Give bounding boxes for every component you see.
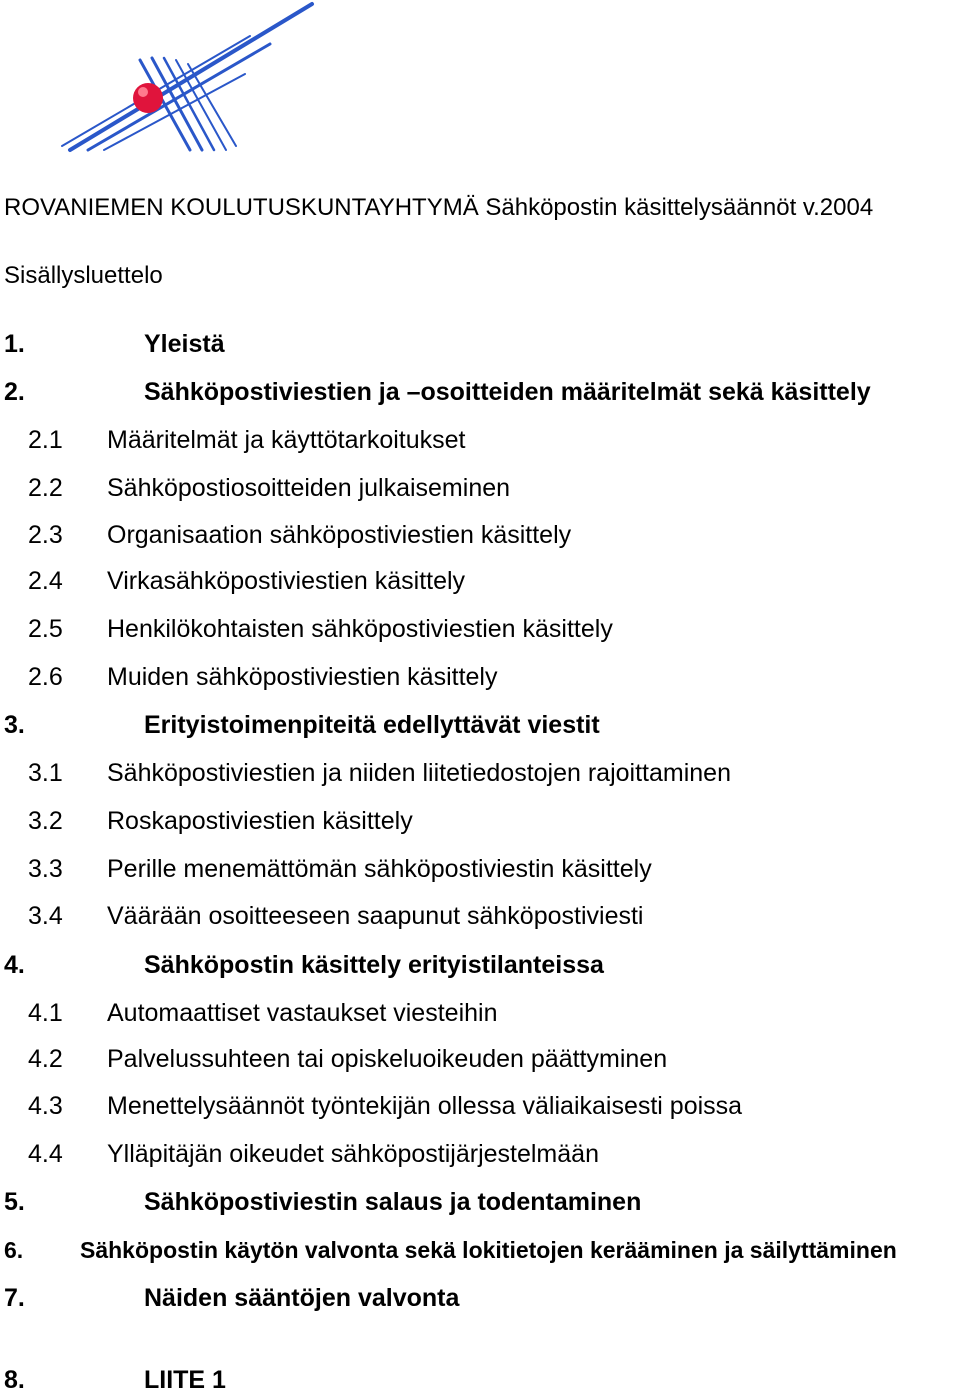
- toc-entry-text: Määritelmät ja käyttötarkoitukset: [107, 426, 466, 454]
- toc-entry-number: 4.4: [28, 1140, 63, 1168]
- toc-entry: [28, 662, 960, 692]
- toc-entry: [4, 710, 954, 740]
- toc-entry-text: Sähköpostin käsittely erityistilanteissa: [144, 951, 604, 979]
- toc-entry-text: Henkilökohtaisten sähköpostiviestien käsittely: [107, 615, 613, 643]
- toc-entry-text: LIITE 1: [144, 1366, 226, 1394]
- toc-entry-text: Yleistä: [144, 330, 225, 358]
- toc-entry-number: 8.: [4, 1366, 25, 1394]
- document-title: ROVANIEMEN KOULUTUSKUNTAYHTYMÄ Sähköpostin käsittelysäännöt v.2004: [4, 194, 874, 221]
- toc-entry: [28, 425, 960, 455]
- toc-entry-text: Sähköpostiviestin salaus ja todentaminen: [144, 1188, 642, 1216]
- toc-entry: [28, 1044, 960, 1074]
- toc-entry-number: 3.: [4, 711, 25, 739]
- toc-entry-text: Ylläpitäjän oikeudet sähköpostijärjestelmään: [107, 1140, 599, 1168]
- toc-entry: [28, 901, 960, 931]
- toc-entry-number: 7.: [4, 1284, 25, 1312]
- toc-entry-number: 2.3: [28, 521, 63, 549]
- toc-entry-number: 4.3: [28, 1092, 63, 1120]
- toc-entry: [4, 1235, 954, 1265]
- toc-entry: [28, 473, 960, 503]
- toc-entry-text: Sähköpostiosoitteiden julkaiseminen: [107, 474, 511, 502]
- toc-entry-text: Roskapostiviestien käsittely: [107, 807, 413, 835]
- toc-entry: [4, 950, 954, 980]
- toc-entry-number: 1.: [4, 330, 25, 358]
- toc-entry-text: Muiden sähköpostiviestien käsittely: [107, 663, 498, 691]
- toc-entry: [28, 520, 960, 550]
- toc-entry-number: 4.: [4, 951, 25, 979]
- toc-entry: [28, 854, 960, 884]
- toc-entry-number: 2.2: [28, 474, 63, 502]
- toc-entry-number: 3.1: [28, 759, 63, 787]
- toc-entry-text: Väärään osoitteeseen saapunut sähköpostiviesti: [107, 902, 644, 930]
- toc-entry: [28, 566, 960, 596]
- toc-entry: [4, 1187, 954, 1217]
- toc-entry: [28, 1091, 960, 1121]
- toc-entry-text: Automaattiset vastaukset viesteihin: [107, 999, 498, 1027]
- toc-entry: [28, 614, 960, 644]
- toc-entry-text: Sähköpostiviestien ja niiden liitetiedostojen rajoittaminen: [107, 759, 731, 787]
- toc-entry-text: Sähköpostiviestien ja –osoitteiden määritelmät sekä käsittely: [144, 378, 871, 406]
- toc-entry: [28, 758, 960, 788]
- toc-entry-number: 4.1: [28, 999, 63, 1027]
- toc-entry-text: Virkasähköpostiviestien käsittely: [107, 567, 466, 595]
- toc-heading: Sisällysluettelo: [4, 262, 163, 289]
- toc-entry: [4, 377, 954, 407]
- toc-entry-number: 2.6: [28, 663, 63, 691]
- toc-entry-text: Organisaation sähköpostiviestien käsittely: [107, 521, 572, 549]
- toc-entry: [28, 998, 960, 1028]
- toc-entry-text: Perille menemättömän sähköpostiviestin käsittely: [107, 855, 652, 883]
- toc-entry: [28, 1139, 960, 1169]
- toc-entry-number: 3.3: [28, 855, 63, 883]
- toc-entry-text: Menettelysäännöt työntekijän ollessa väliaikaisesti poissa: [107, 1092, 743, 1120]
- toc-entry-text: Erityistoimenpiteitä edellyttävät viestit: [144, 711, 600, 739]
- toc-entry: [28, 806, 960, 836]
- toc-entry-text: Näiden sääntöjen valvonta: [144, 1284, 460, 1312]
- toc-entry-number: 5.: [4, 1188, 25, 1216]
- toc-entry-number: 3.4: [28, 902, 63, 930]
- toc-entry-number: 2.1: [28, 426, 63, 454]
- toc-entry-text: Sähköpostin käytön valvonta sekä lokitietojen kerääminen ja säilyttäminen: [80, 1237, 897, 1263]
- toc-entry: [4, 329, 954, 359]
- toc-entry-number: 3.2: [28, 807, 63, 835]
- toc-entry-text: Palvelussuhteen tai opiskeluoikeuden päättyminen: [107, 1045, 668, 1073]
- toc-entry-number: 4.2: [28, 1045, 63, 1073]
- institution-logo-icon: [60, 0, 320, 160]
- toc-entry: [4, 1283, 954, 1313]
- toc-entry-number: 2.: [4, 378, 25, 406]
- toc-entry-number: 2.4: [28, 567, 63, 595]
- toc-entry-number: 6.: [4, 1237, 24, 1263]
- toc-entry-number: 2.5: [28, 615, 63, 643]
- toc-entry: [4, 1365, 954, 1395]
